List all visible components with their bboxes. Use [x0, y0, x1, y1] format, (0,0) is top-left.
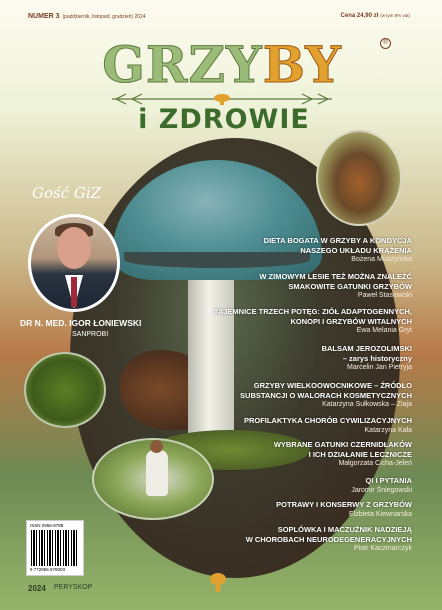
article-title: I ICH DZIAŁANIE LECZNICZE: [308, 449, 412, 459]
article-title: KONOPI I GRZYBÓW WITALNYCH: [290, 316, 412, 326]
article-item: [246, 525, 412, 553]
article-title: BALSAM JEROZOLIMSKI: [321, 344, 412, 353]
article-author: Małgorzata Cicha-Jeleń: [338, 460, 412, 467]
guest-name: DR N. MED. IGOR ŁONIEWSKI: [20, 318, 142, 328]
jelly-mushroom-photo: [316, 130, 402, 226]
publication-year: 2024: [28, 584, 46, 593]
article-author: Katarzyna Kała: [364, 426, 412, 434]
barcode-number: 9 772956 978003: [30, 567, 66, 572]
masthead-subtitle: i ZDROWIE: [138, 104, 310, 135]
portrait-tie: [71, 277, 77, 307]
logo-green-part: GRZY: [102, 35, 263, 94]
article-item: [322, 344, 412, 372]
article-title: POTRAWY I KONSERWY Z GRZYBÓW: [276, 500, 412, 509]
issue-number: NUMER 3 (październik, listopad, grudzień) 2024: [28, 13, 146, 20]
hemp-leaf-photo: [24, 352, 106, 428]
article-item: [240, 381, 412, 409]
article-author: Katarzyna Sułkowska – Ziaja: [322, 401, 412, 408]
barcode: [26, 520, 84, 576]
article-title: W ZIMOWYM LESIE TEŻ MOŻNA ZNALEŹĆ: [259, 272, 412, 281]
guest-affiliation: SANPROBI: [72, 331, 109, 338]
article-title: QI I PYTANIA: [365, 476, 412, 485]
article-title: NASZEGO UKŁADU KRĄŻENIA: [300, 245, 412, 255]
article-item: [214, 307, 412, 335]
article-title: GRZYBY WIELKOOWOCNIKOWE – ŹRÓDŁO: [253, 381, 412, 390]
article-title: WYBRANE GATUNKI CZERNIDŁAKÓW: [273, 440, 412, 449]
qigong-figure-head: [150, 440, 163, 453]
article-item: [244, 416, 412, 435]
qigong-figure: [146, 450, 168, 496]
issn-label: ISSN 2956-9788: [30, 523, 64, 528]
article-title: – zarys historyczny: [342, 353, 412, 363]
article-author: Piotr Kaczmarczyk: [354, 545, 412, 552]
article-title: SMAKOWITE GATUNKI GRZYBÓW: [288, 281, 412, 291]
article-title: SOPLÓWKA I MACZUŻNIK NADZIEJĄ: [277, 525, 412, 534]
article-title: DIETA BOGATA W GRZYBY A KONDYCJA: [263, 236, 412, 245]
article-author: Elżbieta Kiewnarska: [348, 510, 412, 518]
logo-orange-part: BY: [262, 35, 342, 94]
article-author: Bożena Muszyńska: [351, 256, 412, 263]
price-label: Cena 24,90 zł (w tym 8% vat): [340, 13, 410, 19]
article-author: Marcelin Jan Pietryja: [347, 364, 412, 371]
article-item: [264, 236, 412, 264]
mushroom-stem-image: [188, 258, 234, 458]
article-item: [259, 272, 412, 300]
barcode-bars: [31, 530, 79, 566]
article-author: Jaromir Śniegowski: [351, 486, 412, 494]
article-author: Ewa Melania Gryt: [356, 327, 412, 334]
registered-mark: ®: [380, 38, 391, 49]
guest-section-title: Gość GiZ: [32, 184, 102, 202]
article-author: Paweł Stasiowski: [357, 292, 412, 299]
article-item: [274, 440, 412, 468]
vat-note: (w tym 8% vat): [380, 13, 410, 18]
article-item: [351, 476, 412, 495]
article-title: TAJEMNICE TRZECH POTĘG: ZIÓŁ ADAPTOGENNYCH,: [213, 307, 412, 316]
article-title: PROFILAKTYKA CHORÓB CYWILIZACYJNYCH: [243, 416, 412, 425]
masthead-logo: [82, 35, 362, 94]
article-title: SUBSTANCJI O WALORACH KOSMETYCZNYCH: [240, 390, 412, 400]
article-title: W CHOROBACH NEURODEGENERACYJNYCH: [245, 534, 412, 544]
portrait-face: [57, 227, 91, 269]
issue-period: (październik, listopad, grudzień) 2024: [62, 14, 146, 20]
guest-portrait: [28, 214, 120, 312]
publisher-name: PERYSKOP: [54, 584, 93, 591]
article-item: [276, 500, 412, 519]
mushroom-logo-icon: [208, 572, 228, 594]
